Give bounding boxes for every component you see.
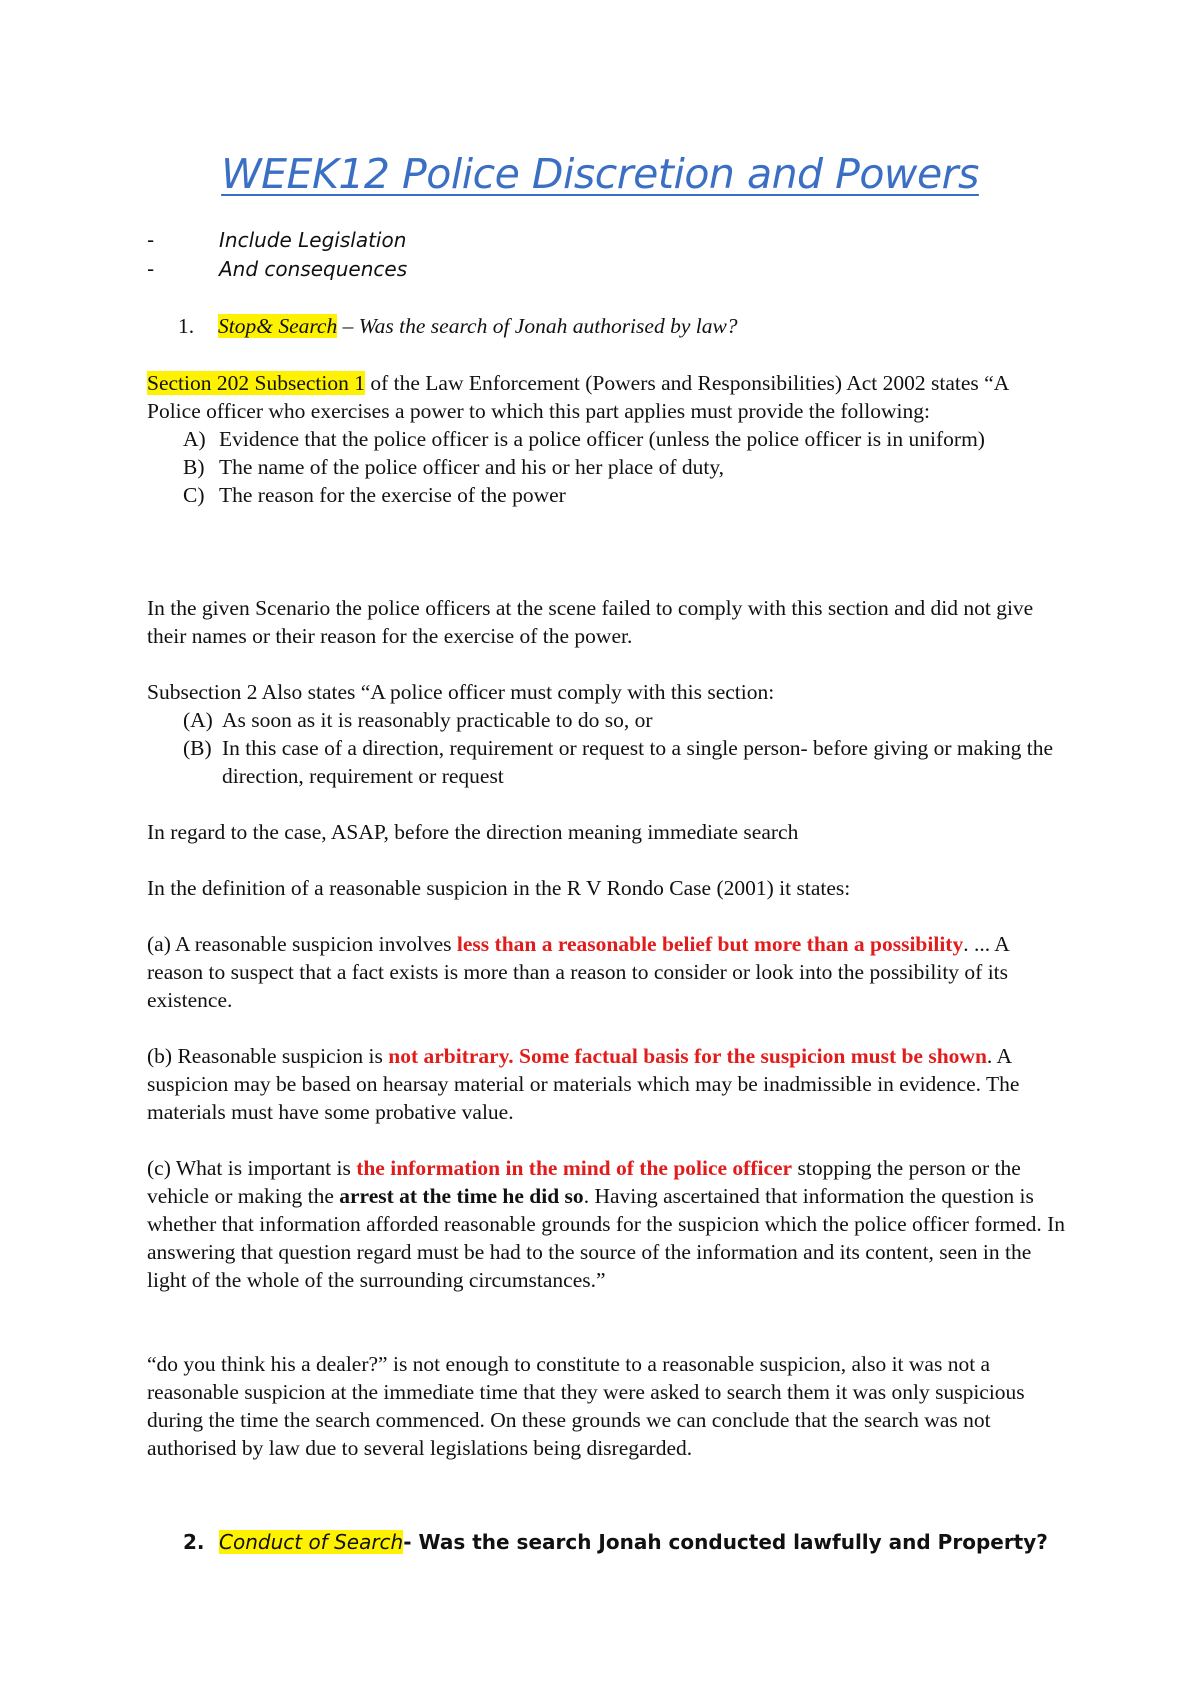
bullet-item: - And consequences [147,257,408,281]
list-item: C) The reason for the exercise of the power [183,483,566,507]
subsection-2-block: Subsection 2 Also states “A police officer must comply with this section: (A) As soon as it is reasonably practicable to do so, or (B) In this case of a direction, requirement or request to a single person- before giving or making the direction, requirement or request [147,678,1067,790]
bullet-item: - Include Legislation [147,228,407,252]
question-1-heading: 1. Stop& Search – Was the search of Jonah authorised by law? [178,314,738,338]
definition-paragraph: In the definition of a reasonable suspicion in the R V Rondo Case (2001) it states: [147,876,851,900]
question-2-heading: 2. Conduct of Search- Was the search Jonah conducted lawfully and Property? [183,1530,1048,1554]
paragraph-c: (c) What is important is the information in the mind of the police officer stopping the person or the vehicle or making the arrest at the time he did so. Having ascertained that information the question is whether that information afforded reasonable grounds for the suspicion which the police officer formed. In answering that question regard must be had to the source of the information and its content, seen in the light of the whole of the surrounding circumstances.” [147,1156,1066,1292]
page-title: WEEK12 Police Discretion and Powers [221,150,979,198]
list-item: (A) As soon as it is reasonably practicable to do so, or [183,708,653,732]
paragraph-a: (a) A reasonable suspicion involves less than a reasonable belief but more than a possibility. ... A reason to suspect that a fact exists is more than a reason to consider or look into the possibility of its existence. [147,932,1009,1012]
section-202-list [147,425,1067,509]
list-item: A) Evidence that the police officer is a police officer (unless the police officer is in uniform) [183,427,985,451]
subsection-2-list [147,706,1067,790]
conclusion-paragraph: “do you think his a dealer?” is not enough to constitute to a reasonable suspicion, also it was not a reasonable suspicion at the immediate time that they were asked to search them it was only suspicious during the time the search commenced. On these grounds we can conclude that the search was not authorised by law due to several legislations being disregarded. [147,1352,1025,1460]
section-202-highlight: Section 202 Subsection 1 [147,371,365,395]
list-item: B) The name of the police officer and his or her place of duty, [183,455,725,479]
scenario-paragraph: In the given Scenario the police officers at the scene failed to comply with this section and did not give their names or their reason for the exercise of the power. [147,596,1034,648]
question-2-highlight: Conduct of Search [219,1530,404,1554]
paragraph-b: (b) Reasonable suspicion is not arbitrary. Some factual basis for the suspicion must be shown. A suspicion may be based on hearsay material or materials which may be inadmissible in evidence. The materials must have some probative value. [147,1044,1020,1124]
regard-paragraph: In regard to the case, ASAP, before the direction meaning immediate search [147,820,799,844]
bullet-list [147,226,407,284]
question-1-highlight: Stop& Search [218,314,338,338]
list-item: (B) In this case of a direction, requirement or request to a single person- before giving or making the direction, requirement or request [183,736,1054,788]
section-202-block: Section 202 Subsection 1 of the Law Enforcement (Powers and Responsibilities) Act 2002 states “A Police officer who exercises a power to which this part applies must provide the following: A) Evidence that the police officer is a police officer (unless the police officer is in uniform) B) The name of the police officer and his or her place of duty, C) The reason for the exercise of the power [147,369,1067,509]
